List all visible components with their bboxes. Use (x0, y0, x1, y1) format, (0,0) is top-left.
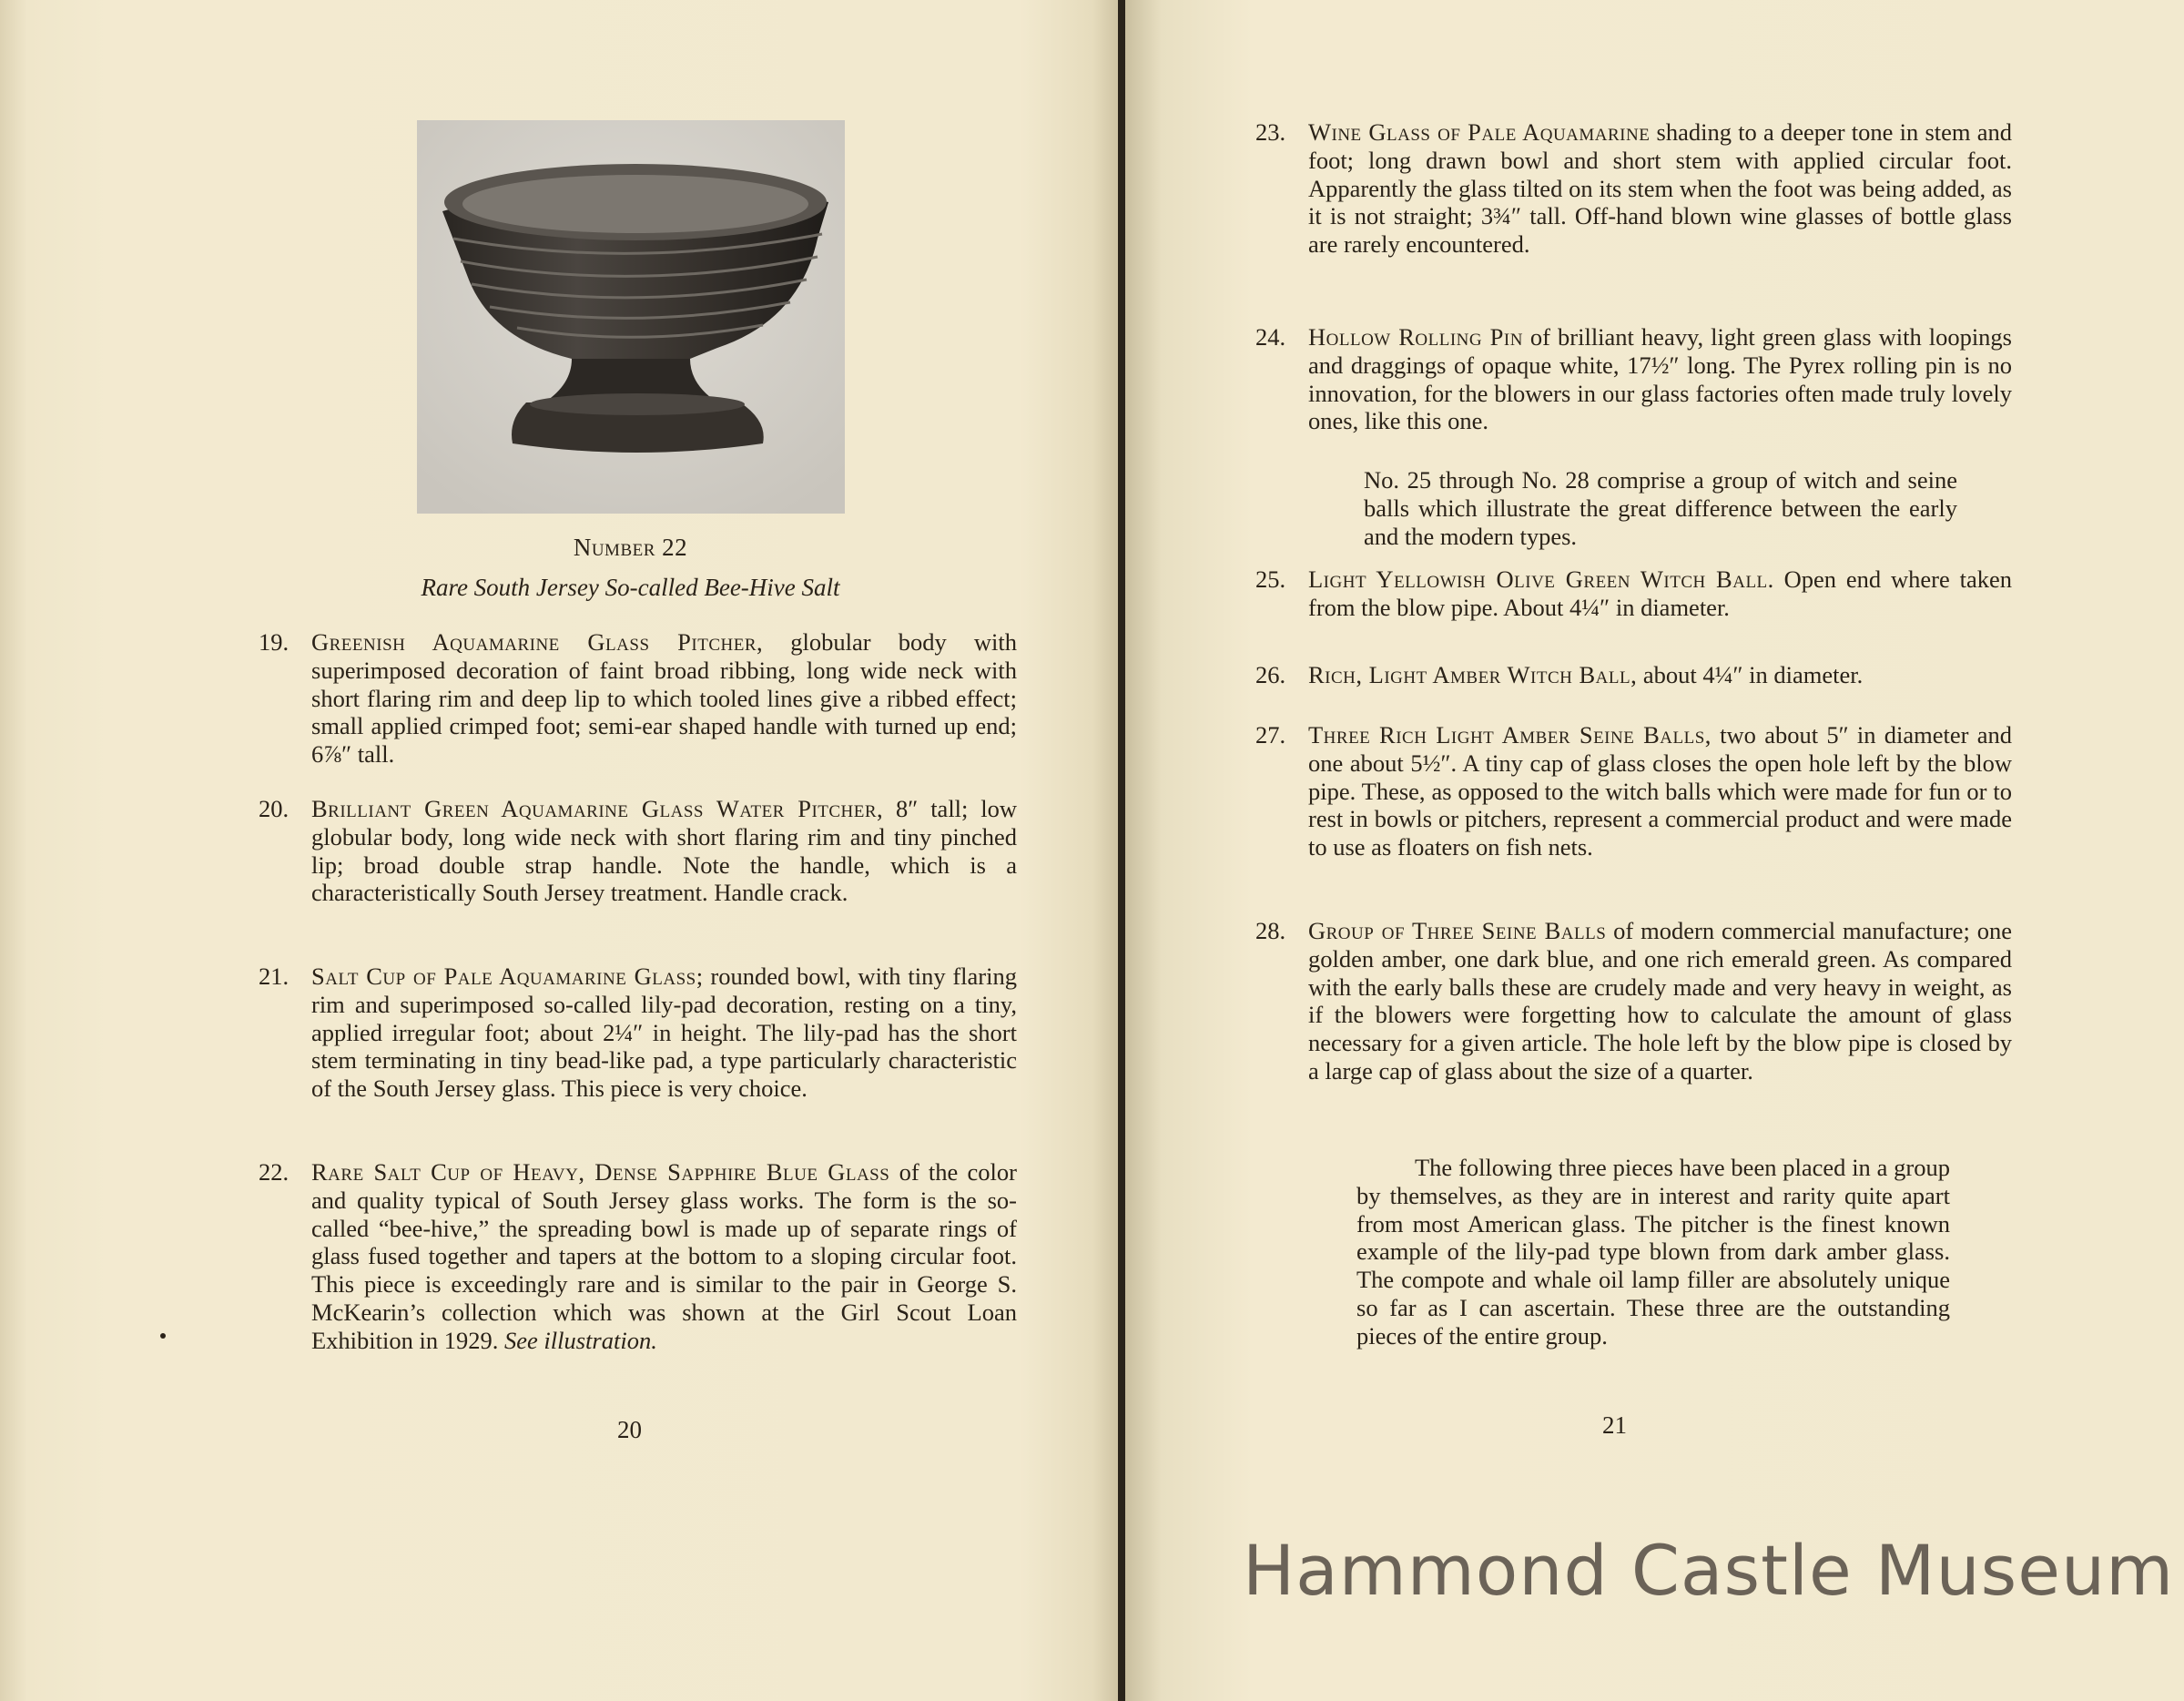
entry-number: 27. (1255, 721, 1286, 749)
entry-text: Open end where taken from the blow pipe. About 4¼″ in diameter. (1308, 565, 2012, 621)
catalog-entry-24 (1255, 323, 2012, 435)
entry-title: Light Yellowish Olive Green Witch Ball. (1308, 565, 1774, 593)
catalog-entry-19 (259, 628, 1017, 769)
entry-text: globular body with superimposed decoration of faint broad ribbing, long wide neck with short flaring rim and deep lip to which tooled lines give a ribbed effect; small applied crimped foot; semi-ear shaped handle with turned up end; 6⅞″ tall. (311, 628, 1017, 769)
entry-number: 26. (1255, 661, 1286, 688)
catalog-entry-28 (1255, 917, 2012, 1085)
page-number-left: 20 (617, 1416, 642, 1443)
watermark-text: Hammond Castle Museum (1243, 1530, 2175, 1611)
group-note-three-pieces: The following three pieces have been placed in a group by themselves, as they are in interest and rarity quite apart from most American glass. The pitcher is the finest known example of the lily-pad type blown from dark amber glass. The compote and whale oil lamp filler are absolutely unique so far as I can ascertain. These three are the outstanding pieces of the entire group. (1356, 1154, 1950, 1350)
entry-text: of the color and quality typical of South Jersey glass works. The form is the so-called “bee-hive,” the spreading bowl is made up of separate rings of glass fused together and tapers at the bottom to a sloping circular foot. This piece is exceedingly rare and is similar to the pair in George S. McKearin’s collection which was shown at the Girl Scout Loan Exhibition in 1929. (311, 1158, 1017, 1354)
entry-text: of modern commercial manufacture; one golden amber, one dark blue, and one rich emerald green. As compared with the early balls these are crudely made and very heavy in weight, as if the blowers were forgetting how to calculate the amount of glass necessary for a given article. The hole left by the blow pipe is closed by a large cap of glass about the size of a quarter. (1308, 917, 2012, 1085)
entry-text: two about 5″ in diameter and one about 5½″. A tiny cap of glass closes the open hole left by the blow pipe. These, as opposed to the witch balls which were made for fun or to rest in bowls or pitchers, represent a commercial product and were made to use as floaters on fish nets. (1308, 721, 2012, 861)
catalog-entry-21 (259, 963, 1017, 1103)
entry-text: rounded bowl, with tiny flaring rim and superimposed so-called lily-pad decoration, resting on a tiny, applied irregular foot; about 2¼″ in height. The lily-pad has the short stem terminating in tiny bead-like pad, a type particularly characteristic of the South Jersey glass. This piece is very choice. (311, 963, 1017, 1103)
catalog-entry-27 (1255, 721, 2012, 861)
catalog-entry-26 (1255, 661, 2012, 689)
entry-number: 23. (1255, 118, 1286, 146)
caption-subtitle: Rare South Jersey So-called Bee-Hive Salt (421, 574, 840, 601)
entry-text: of brilliant heavy, light green glass with loopings and draggings of opaque white, 17½″ long. The Pyrex rolling pin is no innovation, for the blowers in our glass factories often made truly lovely ones, like this one. (1308, 323, 2012, 435)
entry-title: Rich, Light Amber Witch Ball, (1308, 661, 1638, 688)
entry-title: Salt Cup of Pale Aquamarine Glass; (311, 963, 704, 990)
catalog-entry-23 (1255, 118, 2012, 259)
entry-text: about 4¼″ in diameter. (1637, 661, 1864, 688)
entry-number: 19. (259, 628, 290, 656)
entry-title: Greenish Aquamarine Glass Pitcher, (311, 628, 764, 656)
entry-number: 25. (1255, 565, 1286, 593)
entry-title: Wine Glass of Pale Aquamarine (1308, 118, 1651, 146)
entry-number: 22. (259, 1158, 290, 1186)
entry-number: 28. (1255, 917, 1286, 944)
entry-title: Hollow Rolling Pin (1308, 323, 1523, 351)
entry-text: 8″ tall; low globular body, long wide neck with short flaring rim and tiny pinched lip; broad double strap handle. Note the handle, which is a characteristically South Jersey treatment. Handle crack. (311, 795, 1018, 907)
entry-title: Group of Three Seine Balls (1308, 917, 1607, 944)
bee-hive-salt-photo (417, 120, 845, 514)
entry-title: Three Rich Light Amber Seine Balls, (1308, 721, 1712, 749)
entry-text: shading to a deeper tone in stem and foot; long drawn bowl and short stem with applied circular foot. Apparently the glass tilted on its stem when the foot was being added, as it is not straight; 3¾″ tall. Off-hand blown wine glasses of bottle glass are rarely encountered. (1308, 118, 2012, 259)
catalog-entry-25 (1255, 565, 2012, 622)
ink-speck (160, 1333, 166, 1339)
group-note-witch-balls: No. 25 through No. 28 comprise a group of witch and seine balls which illustrate the great difference between the early and the modern types. (1364, 466, 1957, 550)
catalog-entry-20 (259, 795, 1018, 907)
entry-number: 20. (259, 795, 290, 822)
caption-number: Number 22 (573, 534, 688, 561)
entry-number: 24. (1255, 323, 1286, 351)
catalog-entry-22 (259, 1158, 1017, 1355)
book-gutter (1118, 0, 1125, 1701)
entry-title: Rare Salt Cup of Heavy, Dense Sapphire Blue Glass (311, 1158, 890, 1186)
entry-illustration-ref: See illustration. (504, 1326, 657, 1354)
entry-number: 21. (259, 963, 290, 990)
entry-title: Brilliant Green Aquamarine Glass Water Pitcher, (311, 795, 884, 822)
page-number-right: 21 (1602, 1411, 1627, 1439)
